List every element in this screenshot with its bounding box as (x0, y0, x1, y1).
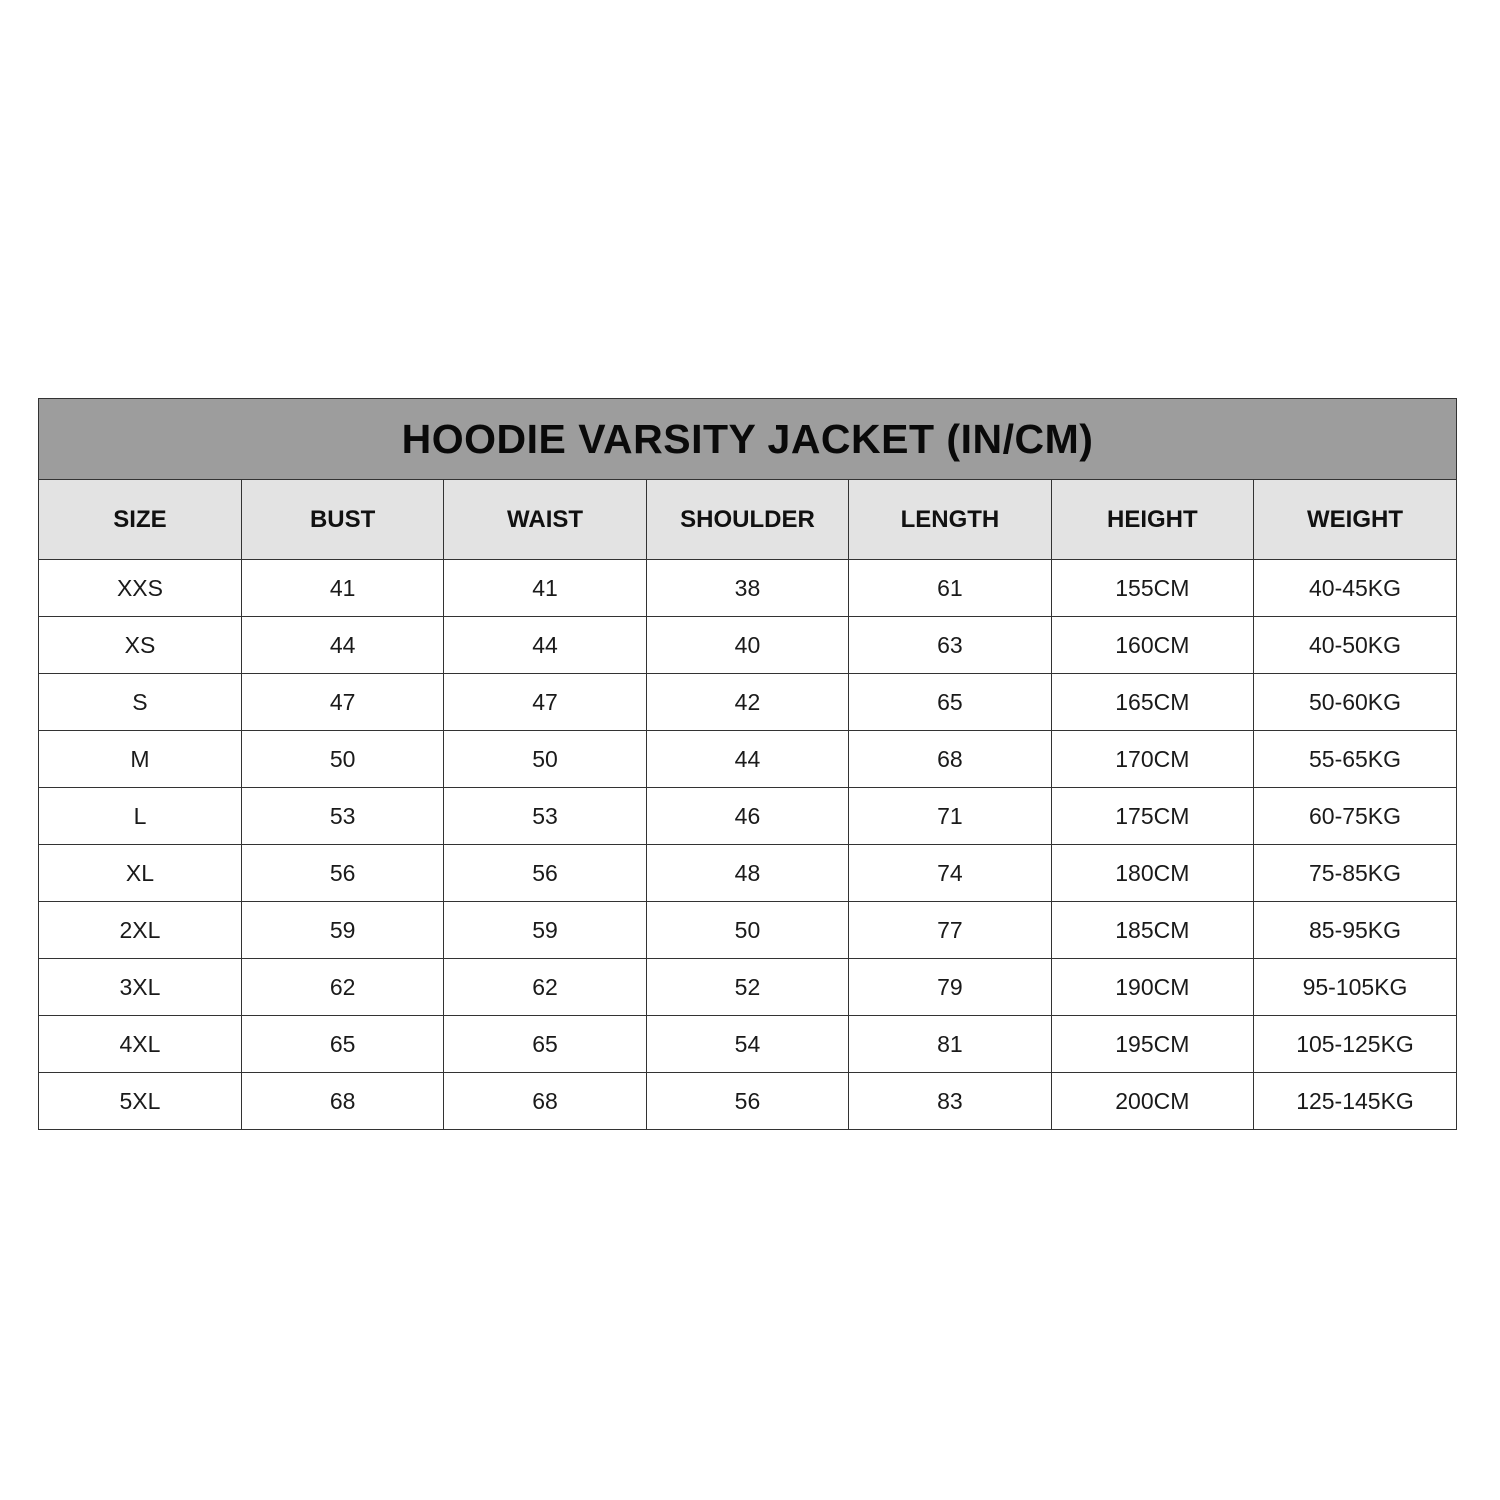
cell-length: 68 (849, 731, 1051, 788)
cell-size: 3XL (39, 959, 241, 1016)
cell-waist: 56 (444, 845, 646, 902)
table-row (39, 674, 1456, 731)
table-row (39, 845, 1456, 902)
cell-waist: 44 (444, 617, 646, 674)
cell-bust: 53 (241, 788, 443, 845)
cell-bust: 59 (241, 902, 443, 959)
cell-size: S (39, 674, 241, 731)
cell-waist: 65 (444, 1016, 646, 1073)
cell-weight: 75-85KG (1254, 845, 1456, 902)
cell-bust: 56 (241, 845, 443, 902)
cell-length: 79 (849, 959, 1051, 1016)
cell-weight: 105-125KG (1254, 1016, 1456, 1073)
table-row (39, 560, 1456, 617)
cell-waist: 41 (444, 560, 646, 617)
cell-shoulder: 38 (646, 560, 848, 617)
cell-waist: 59 (444, 902, 646, 959)
table-row (39, 731, 1456, 788)
cell-bust: 68 (241, 1073, 443, 1130)
column-header-shoulder: SHOULDER (646, 480, 848, 560)
cell-waist: 53 (444, 788, 646, 845)
cell-shoulder: 46 (646, 788, 848, 845)
cell-length: 65 (849, 674, 1051, 731)
cell-height: 180CM (1051, 845, 1253, 902)
cell-length: 61 (849, 560, 1051, 617)
cell-length: 71 (849, 788, 1051, 845)
cell-waist: 50 (444, 731, 646, 788)
cell-weight: 60-75KG (1254, 788, 1456, 845)
cell-height: 190CM (1051, 959, 1253, 1016)
cell-height: 160CM (1051, 617, 1253, 674)
cell-shoulder: 52 (646, 959, 848, 1016)
cell-size: XL (39, 845, 241, 902)
cell-bust: 44 (241, 617, 443, 674)
cell-bust: 47 (241, 674, 443, 731)
cell-length: 63 (849, 617, 1051, 674)
cell-bust: 65 (241, 1016, 443, 1073)
table-row (39, 617, 1456, 674)
cell-waist: 62 (444, 959, 646, 1016)
cell-size: 5XL (39, 1073, 241, 1130)
cell-length: 81 (849, 1016, 1051, 1073)
cell-shoulder: 40 (646, 617, 848, 674)
cell-size: XXS (39, 560, 241, 617)
cell-height: 200CM (1051, 1073, 1253, 1130)
cell-shoulder: 44 (646, 731, 848, 788)
cell-shoulder: 54 (646, 1016, 848, 1073)
cell-height: 195CM (1051, 1016, 1253, 1073)
table-row (39, 788, 1456, 845)
column-header-size: SIZE (39, 480, 241, 560)
cell-length: 83 (849, 1073, 1051, 1130)
cell-waist: 68 (444, 1073, 646, 1130)
cell-weight: 95-105KG (1254, 959, 1456, 1016)
cell-shoulder: 42 (646, 674, 848, 731)
table-row (39, 902, 1456, 959)
cell-height: 170CM (1051, 731, 1253, 788)
cell-size: L (39, 788, 241, 845)
cell-shoulder: 56 (646, 1073, 848, 1130)
cell-length: 74 (849, 845, 1051, 902)
cell-weight: 125-145KG (1296, 1087, 1414, 1114)
cell-weight: 55-65KG (1254, 731, 1456, 788)
cell-weight: 85-95KG (1254, 902, 1456, 959)
cell-bust: 50 (241, 731, 443, 788)
table-row (39, 1073, 1456, 1130)
cell-height: 185CM (1051, 902, 1253, 959)
table-body (39, 560, 1456, 1130)
column-header-length: LENGTH (849, 480, 1051, 560)
cell-size: 4XL (39, 1016, 241, 1073)
cell-weight: 40-50KG (1254, 617, 1456, 674)
cell-size: M (39, 731, 241, 788)
cell-size: XS (39, 617, 241, 674)
size-chart (38, 398, 1457, 1130)
cell-length: 77 (849, 902, 1051, 959)
cell-bust: 62 (241, 959, 443, 1016)
column-header-height: HEIGHT (1051, 480, 1253, 560)
cell-waist: 47 (444, 674, 646, 731)
cell-size: 2XL (39, 902, 241, 959)
cell-height: 165CM (1051, 674, 1253, 731)
cell-shoulder: 50 (646, 902, 848, 959)
chart-title: HOODIE VARSITY JACKET (IN/CM) (39, 399, 1456, 480)
column-header-weight: WEIGHT (1254, 480, 1456, 560)
cell-bust: 41 (241, 560, 443, 617)
cell-shoulder: 48 (646, 845, 848, 902)
size-table (39, 480, 1456, 1129)
column-header-bust: BUST (241, 480, 443, 560)
header-row (39, 480, 1456, 560)
table-row (39, 1016, 1456, 1073)
cell-height: 155CM (1051, 560, 1253, 617)
column-header-waist: WAIST (444, 480, 646, 560)
table-row (39, 959, 1456, 1016)
cell-height: 175CM (1051, 788, 1253, 845)
cell-weight: 40-45KG (1254, 560, 1456, 617)
cell-weight: 50-60KG (1254, 674, 1456, 731)
